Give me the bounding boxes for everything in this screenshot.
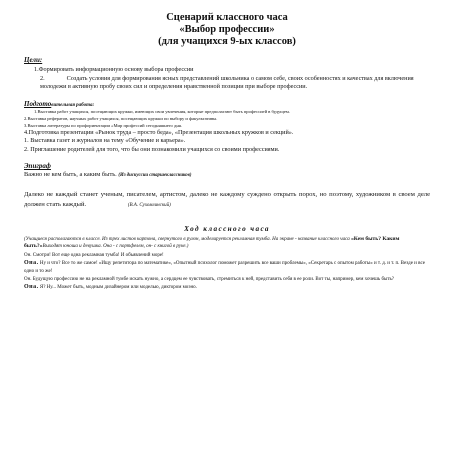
course-intro — [24, 236, 430, 251]
document-title — [24, 12, 430, 48]
quote-text: Далеко не каждый станет ученым, писателем, артистом, далеко не каждому суждено открыть порох, но поэтому, художником в своем деле должен стать каждый. — [24, 191, 430, 208]
goals-list — [24, 66, 430, 92]
prep-heading-rest: вительная работа: — [51, 102, 95, 108]
prep-item-3: 3.Выставка литературы по профориентации «Мир профессий сегодняшнего дня. — [24, 122, 183, 128]
goals-heading: Цели: — [24, 56, 43, 64]
dialog-line-2-speaker: Она. — [24, 260, 39, 267]
course-heading: Ход классного часа — [184, 225, 270, 233]
dialog-line-4 — [24, 284, 430, 291]
dialog-line-4-speaker: Она. — [24, 284, 39, 291]
dialog-line-2-text: Ну и что? Все то же самое! «Ищу репетитора по математике», «Опытный психолог поможет разрешить все ваши проблемы», «Секретарь с опытом работы» и т. д. и т. п. Везде и все одно и то же! — [24, 261, 425, 274]
epigraph-heading: Эпиграф — [24, 162, 51, 170]
course-dialog — [24, 236, 430, 292]
goal-item-2-number: 2. — [40, 74, 45, 82]
prep-list — [24, 108, 430, 154]
quote-author: (В.А. Сухомлинский) — [127, 203, 171, 208]
prep-item-6: 2. Приглашение родителей для того, что бы они познакомили учащихся со своими профессиями. — [24, 145, 280, 153]
prep-heading-main: Подгото — [24, 99, 52, 108]
dialog-line-2 — [24, 260, 430, 275]
epigraph-source: (Из дискуссии старшеклассников) — [118, 173, 192, 178]
prep-heading — [24, 100, 430, 108]
quote-block — [24, 190, 430, 211]
epigraph — [24, 170, 430, 180]
goal-item-2 — [24, 75, 430, 92]
document-page — [24, 12, 430, 292]
epigraph-text: Важно не кем быть, а каким быть. — [24, 171, 117, 178]
title-line-3: (для учащихся 9-ых классов) — [158, 36, 296, 47]
prep-item-5: 1. Выставка газет и журналов на тему «Обучение и карьера». — [24, 137, 186, 145]
dialog-line-3: Он. Будущую профессию не на рекламной тумбе искать нужно, а сердцем ее чувствовать, стремиться к ней, представить себя в ее роли. Вот ты, например, кем хочешь быть? — [24, 277, 395, 283]
course-intro-bold: «Кем быть? Каким быть?» — [24, 236, 400, 250]
prep-item-1: 1.Выставка работ учащихся, посещающих кружки, имеющих свои увлечения, которые предполагают быть профессией в будущем. — [34, 108, 290, 114]
prep-item-4: 4.Подготовка презентации «Рынок труда – просто беда», «Презентация школьных кружков и секций». — [24, 128, 294, 136]
course-intro-italic: (Учащиеся располагаются в классе. Из трех листов картона, свернутого в рулон, моделируется рекламная тумба. На экране - название классного часа — [24, 237, 350, 242]
dialog-line-1: Он. Смотри! Вот еще одна рекламная тумба! И объявлений море! — [24, 252, 164, 258]
dialog-line-4-text: Я? Ну... Может быть, модным дизайнером или моделью, диктором моэно. — [39, 285, 197, 291]
title-line-1: Сценарий классного часа — [166, 12, 288, 23]
title-line-2: «Выбор профессии» — [179, 24, 275, 35]
goal-item-1: 1.Формировать информационную основу выбора профессии — [34, 66, 194, 73]
goal-item-2-text: Создать условия для формирования ясных представлений школьника о самом себе, своих особенностях и качествах для включения молодежи в активную пробу своих сил и определения нравственной позиции при выборе профессии. — [40, 74, 414, 91]
prep-item-2: 2.Выставка рефератов, научных работ учащихся, посещающих кружки по выбору и факультативы. — [24, 115, 218, 121]
course-intro-rest: Выходят юноша и девушка. Она - с портфелем, он- с книгой в руке.) — [42, 244, 189, 250]
